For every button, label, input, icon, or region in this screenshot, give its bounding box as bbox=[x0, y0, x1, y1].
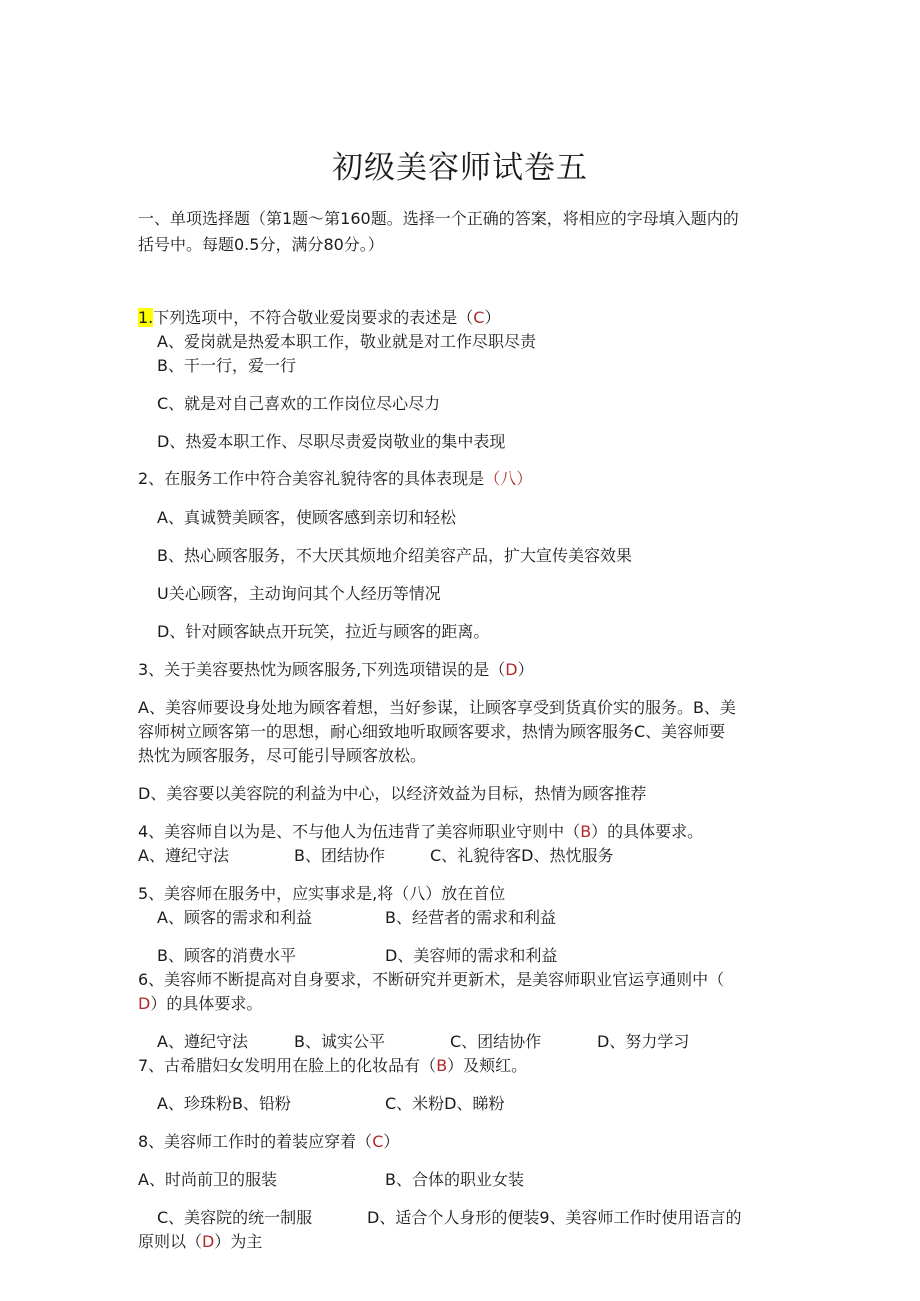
question-5-option-a: A、顾客的需求和利益 bbox=[157, 908, 312, 927]
question-8-option-c: C、美容院的统一制服 bbox=[157, 1208, 313, 1227]
question-4-option-a: A、遵纪守法 bbox=[138, 846, 229, 865]
page-title: 初级美容师试卷五 bbox=[332, 150, 588, 186]
question-5-option-d: D、美容师的需求和利益 bbox=[385, 946, 558, 965]
question-7-option-ab: A、珍珠粉B、铅粉 bbox=[157, 1094, 291, 1113]
question-3-answer: D bbox=[505, 660, 518, 679]
question-6-option-c: C、团结协作 bbox=[450, 1032, 542, 1051]
question-6-option-d: D、努力学习 bbox=[597, 1032, 690, 1051]
section-instructions-line2: 括号中。每题0.5分，满分80分。） bbox=[138, 235, 384, 254]
question-2-stem bbox=[138, 468, 532, 490]
question-9-stem-line2 bbox=[138, 1231, 262, 1253]
question-6-answer: D bbox=[138, 994, 151, 1013]
question-5-stem: 5、美容师在服务中，应实事求是,将（八）放在首位 bbox=[138, 884, 506, 903]
question-3-paragraph-line3: 热忱为顾客服务，尽可能引导顾客放松。 bbox=[138, 746, 427, 765]
question-1-option-b: B、干一行，爱一行 bbox=[157, 356, 296, 375]
question-1-text: 下列选项中，不符合敬业爱岗要求的表述是（ bbox=[153, 308, 474, 327]
question-2-option-a: A、真诚赞美顾客，使顾客感到亲切和轻松 bbox=[157, 508, 456, 527]
question-9-text: 原则以（ bbox=[138, 1232, 203, 1251]
question-3-option-d: D、美容要以美容院的利益为中心，以经济效益为目标，热情为顾客推荐 bbox=[138, 784, 647, 803]
question-4-text: 4、美容师自以为是、不与他人为伍违背了美容师职业守则中（ bbox=[138, 822, 581, 841]
question-3-paragraph-line2: 容师树立顾客第一的思想，耐心细致地听取顾客要求，热情为顾客服务C、美容师要 bbox=[138, 722, 726, 741]
question-4-tail: ）的具体要求。 bbox=[591, 822, 704, 841]
question-4-answer: B bbox=[580, 822, 592, 841]
question-7-tail: ）及颊红。 bbox=[447, 1056, 528, 1075]
question-8-close: ） bbox=[383, 1132, 400, 1151]
question-2-answer: （八） bbox=[484, 469, 533, 488]
question-8-option-a: A、时尚前卫的服装 bbox=[138, 1170, 277, 1189]
question-1-answer: C bbox=[473, 308, 485, 327]
section-instructions-line1: 一、单项选择题（第1题〜第160题。选择一个正确的答案，将相应的字母填入题内的 bbox=[138, 209, 739, 228]
question-3-stem bbox=[138, 659, 534, 681]
question-4-option-cd: C、礼貌待客D、热忱服务 bbox=[430, 846, 614, 865]
question-1-number: 1. bbox=[138, 308, 154, 327]
question-2-option-d: D、针对顾客缺点开玩笑，拉近与顾客的距离。 bbox=[157, 622, 490, 641]
question-6-option-a: A、遵纪守法 bbox=[157, 1032, 248, 1051]
question-8-text: 8、美容师工作时的着装应穿着（ bbox=[138, 1132, 373, 1151]
question-4-option-b: B、团结协作 bbox=[294, 846, 385, 865]
question-1-option-d: D、热爱本职工作、尽职尽责爱岗敬业的集中表现 bbox=[157, 432, 506, 451]
question-9-tail: ）为主 bbox=[214, 1232, 263, 1251]
question-8-option-d-and-question-9: D、适合个人身形的便装9、美容师工作时使用语言的 bbox=[367, 1208, 742, 1227]
question-1-close: ） bbox=[484, 308, 501, 327]
question-3-text: 3、关于美容要热忱为顾客服务,下列选项错误的是（ bbox=[138, 660, 506, 679]
question-6-tail: ）的具体要求。 bbox=[150, 994, 263, 1013]
question-8-stem bbox=[138, 1131, 399, 1153]
question-4-stem bbox=[138, 821, 703, 843]
question-3-close: ） bbox=[517, 660, 534, 679]
question-8-option-b: B、合体的职业女装 bbox=[385, 1170, 524, 1189]
question-2-option-b: B、热心顾客服务，不大厌其烦地介绍美容产品，扩大宣传美容效果 bbox=[157, 546, 632, 565]
question-7-option-cd: C、米粉D、睇粉 bbox=[385, 1094, 505, 1113]
question-2-option-c: U关心顾客，主动询问其个人经历等情况 bbox=[157, 584, 441, 603]
question-2-text: 2、在服务工作中符合美容礼貌待客的具体表现是 bbox=[138, 469, 485, 488]
question-1-option-c: C、就是对自己喜欢的工作岗位尽心尽力 bbox=[157, 394, 441, 413]
question-5-option-c: B、顾客的消费水平 bbox=[157, 946, 296, 965]
question-7-stem bbox=[138, 1055, 527, 1077]
question-5-option-b: B、经营者的需求和利益 bbox=[385, 908, 556, 927]
question-7-text: 7、古希腊妇女发明用在脸上的化妆品有（ bbox=[138, 1056, 437, 1075]
question-1-option-a: A、爱岗就是热爱本职工作，敬业就是对工作尽职尽责 bbox=[157, 332, 536, 351]
question-6-stem: 6、美容师不断提高对自身要求，不断研究并更新术，是美容师职业官运亨通则中（ bbox=[138, 970, 725, 989]
question-8-answer: C bbox=[372, 1132, 384, 1151]
question-9-answer: D bbox=[202, 1232, 215, 1251]
question-7-answer: B bbox=[436, 1056, 448, 1075]
question-6-option-b: B、诚实公平 bbox=[294, 1032, 385, 1051]
question-3-paragraph-line1: A、美容师要设身处地为顾客着想，当好参谋，让顾客享受到货真价实的服务。B、美 bbox=[138, 698, 736, 717]
question-6-stem-line2 bbox=[138, 993, 262, 1015]
question-1-stem bbox=[138, 307, 500, 329]
